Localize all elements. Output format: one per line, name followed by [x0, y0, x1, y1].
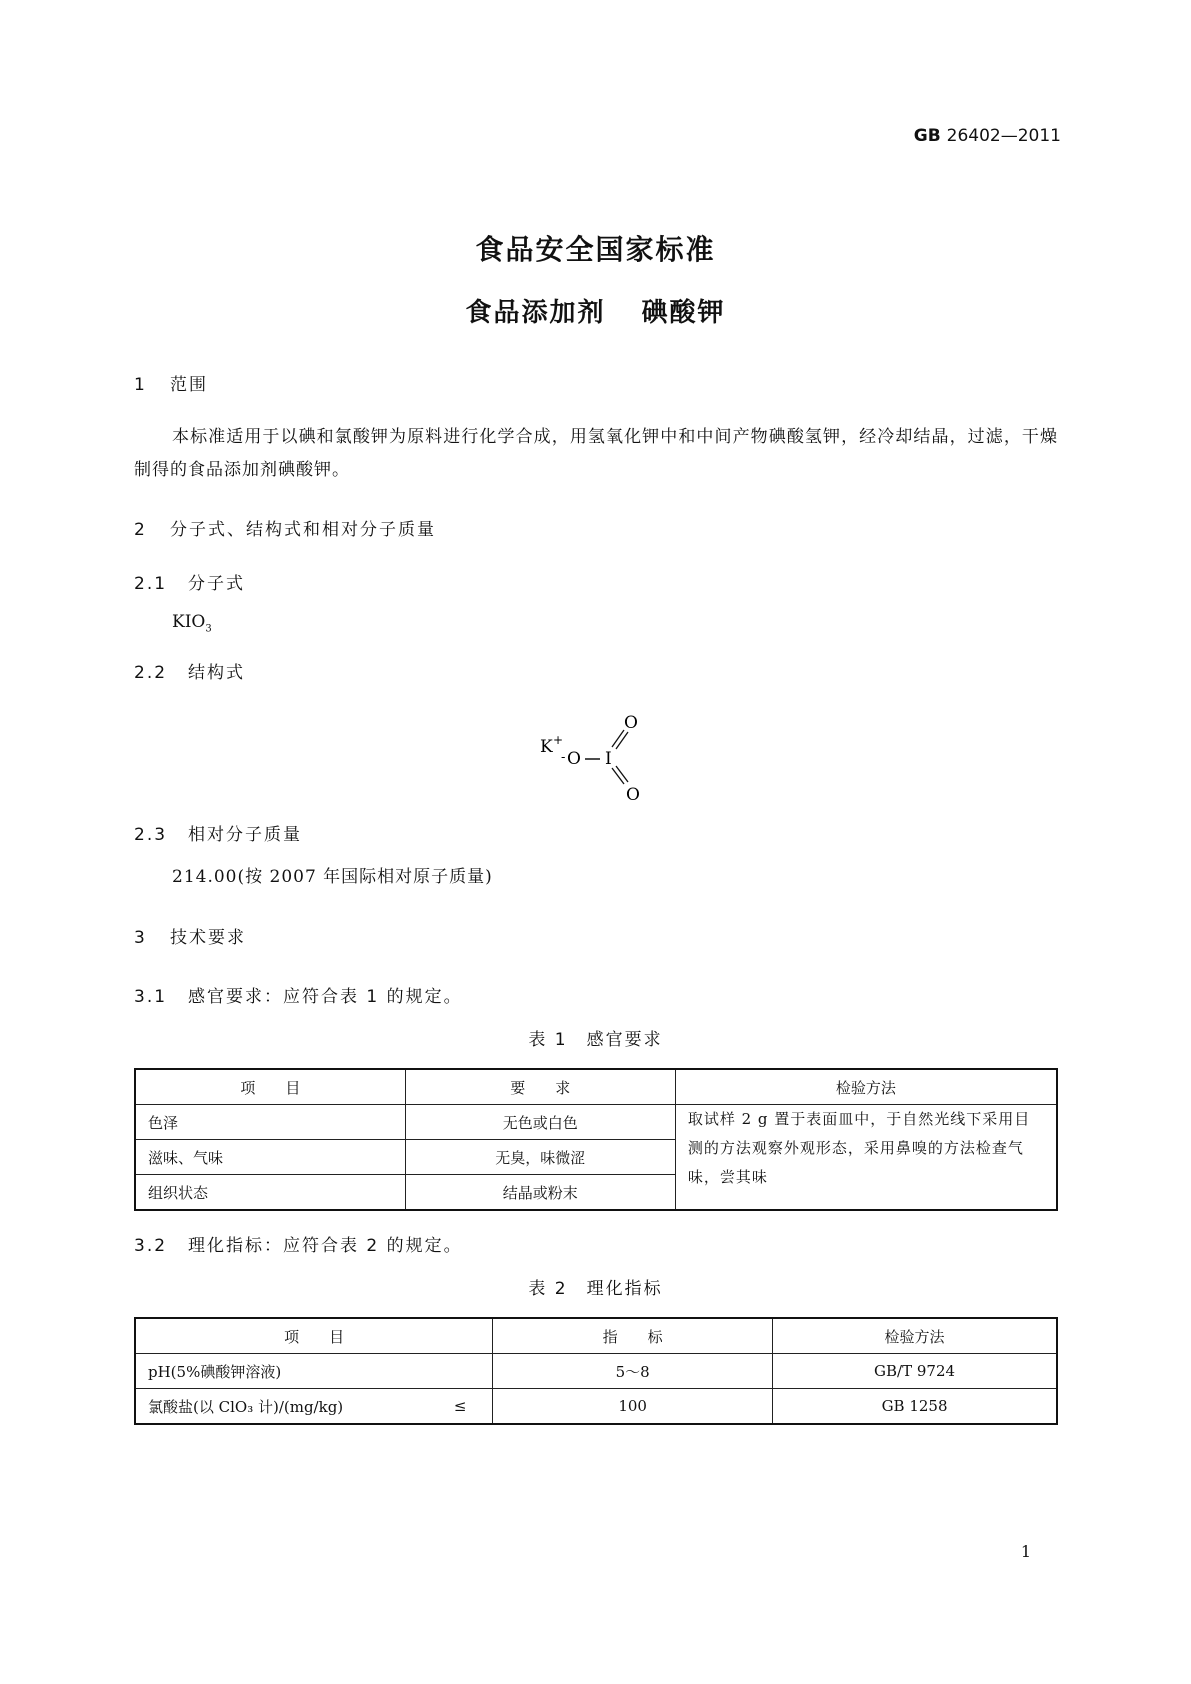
section-title: 技术要求 — [170, 928, 246, 948]
section-3-2-heading — [134, 1231, 463, 1256]
table-row — [135, 1354, 1057, 1389]
section-number: 3.1 — [134, 987, 168, 1007]
header-cell: 项 目 — [135, 1318, 493, 1354]
double-bond-bottom-b — [616, 766, 628, 782]
section-title: 范围 — [170, 375, 208, 395]
double-bond-bottom-a — [612, 768, 624, 784]
header-cell: 检验方法 — [675, 1069, 1057, 1105]
table-2-caption: 表 2 理化指标 — [528, 1279, 663, 1299]
section-title: 结构式 — [188, 663, 245, 683]
table-row — [135, 1389, 1057, 1425]
sub-title-right: 碘酸钾 — [641, 298, 726, 328]
standard-code — [914, 126, 1061, 146]
potassium-label: K — [540, 737, 553, 757]
table-1 — [134, 1068, 1058, 1211]
section-2-2-heading — [134, 658, 245, 683]
item-cell: 组织状态 — [135, 1175, 405, 1211]
section-number: 2 — [134, 520, 147, 540]
section-title: 分子式、结构式和相对分子质量 — [170, 520, 436, 540]
section-title: 理化指标：应符合表 2 的规定。 — [188, 1236, 463, 1256]
formula-subscript: 3 — [205, 623, 212, 635]
section-number: 2.3 — [134, 825, 168, 845]
oxygen-charge: - — [561, 750, 566, 765]
section-1-body: 本标准适用于以碘和氯酸钾为原料进行化学合成，用氢氧化钾中和中间产物碘酸氢钾，经冷却结晶，过滤，干燥制得的食品添加剂碘酸钾。 — [134, 427, 1058, 480]
section-2-3-heading — [134, 820, 302, 845]
section-2-1-heading — [134, 569, 245, 594]
table-1-caption: 表 1 感官要求 — [528, 1030, 663, 1050]
code-number: 26402—2011 — [946, 126, 1061, 146]
method-cell: GB/T 9724 — [773, 1354, 1057, 1389]
oxygen-bottom-label: O — [626, 785, 640, 805]
section-1-heading — [134, 370, 208, 395]
header-cell: 检验方法 — [773, 1318, 1057, 1354]
value-cell: 100 — [493, 1389, 773, 1425]
method-cell: GB 1258 — [773, 1389, 1057, 1425]
header-cell: 项 目 — [135, 1069, 405, 1105]
value-cell: 5～8 — [493, 1354, 773, 1389]
section-number: 3 — [134, 928, 147, 948]
table-2 — [134, 1317, 1058, 1425]
header-cell: 要 求 — [405, 1069, 675, 1105]
requirement-cell: 无色或白色 — [405, 1105, 675, 1140]
requirement-cell: 结晶或粉末 — [405, 1175, 675, 1211]
iodine-label: I — [605, 749, 612, 769]
operator-cell: ≤ — [428, 1389, 492, 1425]
oxygen-left-label: O — [567, 749, 581, 769]
double-bond-top-a — [612, 730, 624, 747]
section-number: 3.2 — [134, 1236, 168, 1256]
section-title: 相对分子质量 — [188, 825, 302, 845]
section-title: 感官要求：应符合表 1 的规定。 — [188, 987, 463, 1007]
section-number: 2.2 — [134, 663, 168, 683]
header-cell: 指 标 — [493, 1318, 773, 1354]
item-cell: 滋味、气味 — [135, 1140, 405, 1175]
section-3-heading — [134, 923, 246, 948]
oxygen-top-label: O — [624, 713, 638, 733]
section-number: 2.1 — [134, 574, 168, 594]
potassium-charge: + — [553, 733, 564, 747]
method-cell: 取试样 2 g 置于表面皿中，于自然光线下采用目测的方法观察外观形态，采用鼻嗅的方法检查气味，尝其味 — [675, 1105, 1057, 1211]
formula-main: KIO — [172, 612, 206, 632]
main-title: 食品安全国家标准 — [475, 233, 716, 266]
section-3-1-heading — [134, 982, 463, 1007]
page-number: 1 — [1020, 1542, 1031, 1561]
sub-title-left: 食品添加剂 — [465, 298, 606, 328]
requirement-cell: 无臭，味微涩 — [405, 1140, 675, 1175]
item-cell: pH(5%碘酸钾溶液) — [135, 1354, 428, 1389]
double-bond-top-b — [616, 732, 628, 749]
table-header-row — [135, 1069, 1057, 1105]
section-number: 1 — [134, 375, 147, 395]
item-cell: 色泽 — [135, 1105, 405, 1140]
table-row — [135, 1105, 1057, 1140]
sub-title — [0, 292, 1191, 329]
molecular-formula — [172, 612, 212, 634]
molecular-mass: 214.00(按 2007 年国际相对原子质量) — [172, 867, 493, 887]
section-title: 分子式 — [188, 574, 245, 594]
section-2-heading — [134, 515, 436, 540]
operator-cell — [428, 1354, 492, 1389]
code-prefix: GB — [913, 126, 941, 146]
item-cell: 氯酸盐(以 ClO₃ 计)/(mg/kg) — [135, 1389, 428, 1425]
table-header-row — [135, 1318, 1057, 1354]
structural-formula — [520, 700, 660, 810]
